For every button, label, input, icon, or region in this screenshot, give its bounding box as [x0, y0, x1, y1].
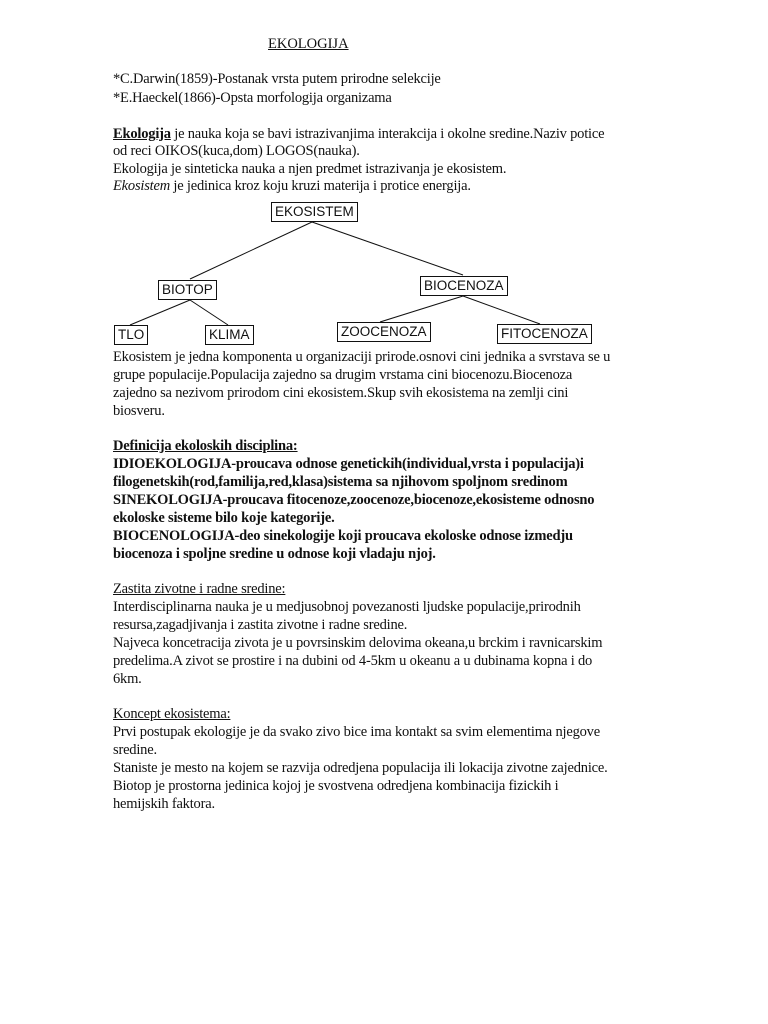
connector-root-left [190, 222, 312, 279]
koncept-line-2: sredine. [113, 742, 157, 758]
zastita-line-3: Najveca koncetracija zivota je u povrsinskim delovima okeana,u brckim i ravnicarskim [113, 635, 603, 651]
node-biocenoza: BIOCENOZA [420, 276, 508, 296]
node-zoocenoza: ZOOCENOZA [337, 322, 431, 342]
koncept-line-3: Staniste je mesto na kojem se razvija odredjena populacija ili lokacija zivotne zajednice. [113, 760, 608, 776]
term-ekologija: Ekologija [113, 126, 171, 142]
connector-root-right [312, 222, 463, 275]
zastita-line-4: predelima.A zivot se prostire i na dubini od 4-5km u okeanu a u dubinama kopna i do [113, 653, 593, 669]
disciplines-heading: Definicija ekoloskih disciplina: [113, 438, 298, 454]
node-tlo: TLO [114, 325, 148, 345]
node-klima: KLIMA [205, 325, 254, 345]
discipline-line-5: BIOCENOLOGIJA-deo sinekologije koji proucava ekoloske odnose izmedju [113, 528, 573, 544]
koncept-line-5: hemijskih faktora. [113, 796, 215, 812]
node-biotop: BIOTOP [158, 280, 217, 300]
ekosistem-para-line-4: biosveru. [113, 403, 165, 419]
definition-line-3: Ekologija je sinteticka nauka a njen predmet istrazivanja je ekosistem. [113, 161, 507, 177]
zastita-line-2: resursa,zagadjivanja i zastita zivotne i radne sredine. [113, 617, 408, 633]
connector-right-fitocenoza [463, 296, 540, 324]
definition-text-1: je nauka koja se bavi istrazivanjima interakcija i okolne sredine.Naziv potice [170, 126, 605, 142]
koncept-line-4: Biotop je prostorna jedinica kojoj je svostvena odredjena kombinacija fizickih i [113, 778, 559, 794]
term-ekosistem: Ekosistem [113, 178, 170, 194]
page-title: EKOLOGIJA [268, 36, 349, 52]
node-fitocenoza: FITOCENOZA [497, 324, 592, 344]
zastita-line-5: 6km. [113, 671, 142, 687]
intro-line-darwin: *C.Darwin(1859)-Postanak vrsta putem prirodne selekcije [113, 71, 441, 87]
ekosistem-para-line-1: Ekosistem je jedna komponenta u organizaciji prirode.osnovi cini jednika a svrstava se u [113, 349, 611, 365]
connector-right-zoocenoza [380, 296, 463, 322]
discipline-line-6: biocenoza i spoljne sredine u odnose koji vladaju njoj. [113, 546, 436, 562]
connector-left-klima [190, 300, 228, 325]
ekosistem-para-line-3: zajedno sa nezivom prirodom cini ekosistem.Skup svih ekosistema na zemlji cini [113, 385, 569, 401]
zastita-line-1: Interdisciplinarna nauka je u medjusobnoj povezanosti ljudske populacije,prirodnih [113, 599, 581, 615]
ekosistem-para-line-2: grupe populacije.Populacija zajedno sa drugim vrstama cini biocenozu.Biocenoza [113, 367, 573, 383]
zastita-heading: Zastita zivotne i radne sredine: [113, 581, 286, 597]
discipline-line-2: filogenetskih(rod,familija,red,klasa)sistema sa njihovom spoljnom sredinom [113, 474, 568, 490]
discipline-line-3: SINEKOLOGIJA-proucava fitocenoze,zoocenoze,biocenoze,ekosisteme odnosno [113, 492, 595, 508]
intro-line-haeckel: *E.Haeckel(1866)-Opsta morfologija organizama [113, 90, 392, 106]
koncept-heading: Koncept ekosistema: [113, 706, 231, 722]
koncept-line-1: Prvi postupak ekologije je da svako zivo bice ima kontakt sa svim elementima njegove [113, 724, 600, 740]
node-ekosistem: EKOSISTEM [271, 202, 358, 222]
definition-line-2: od reci OIKOS(kuca,dom) LOGOS(nauka). [113, 143, 360, 159]
connector-left-tlo [130, 300, 190, 325]
discipline-line-4: ekoloske sisteme bilo koje kategorije. [113, 510, 335, 526]
definition-text-4: je jedinica kroz koju kruzi materija i protice energija. [170, 178, 471, 194]
discipline-line-1: IDIOEKOLOGIJA-proucava odnose genetickih(individual,vrsta i populacija)i [113, 456, 584, 472]
